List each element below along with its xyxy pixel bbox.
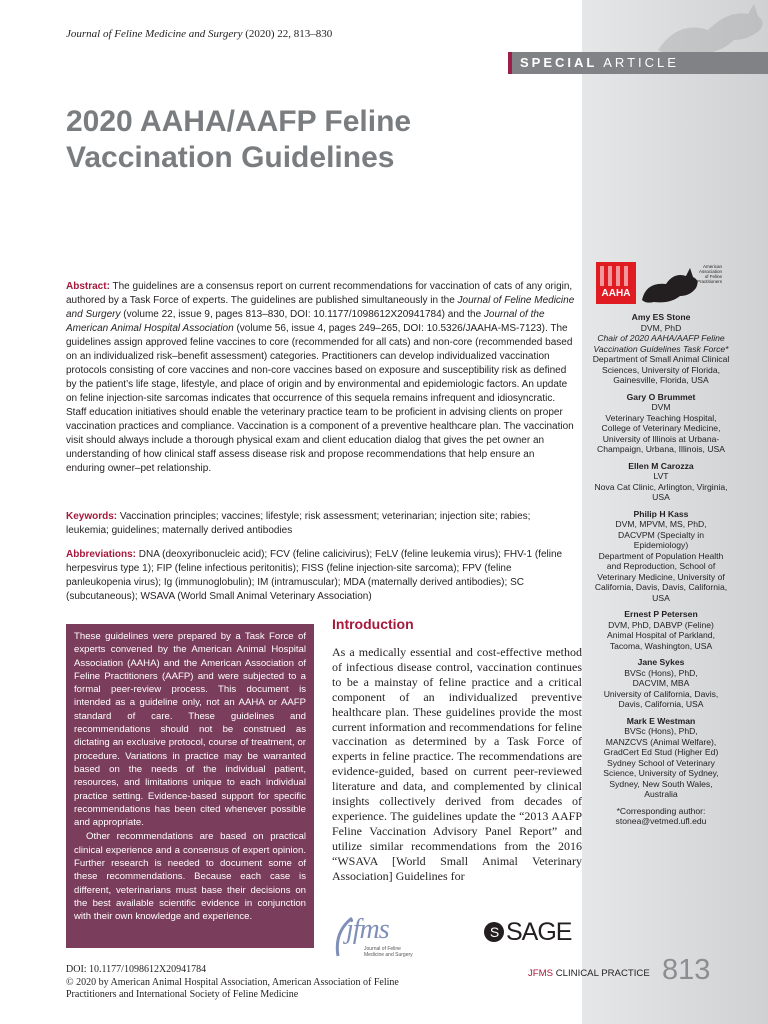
banner-bold: SPECIAL xyxy=(520,55,598,70)
author-entry xyxy=(592,657,730,710)
title-line-2: Vaccination Guidelines xyxy=(66,141,395,174)
author-entry xyxy=(592,716,730,800)
page-number: 813 xyxy=(662,954,711,986)
author-list xyxy=(592,312,730,827)
introduction-heading: Introduction xyxy=(332,616,414,632)
author-name: Ernest P Petersen xyxy=(624,609,698,619)
abstract-journal-2: Journal of the American Animal Hospital Association xyxy=(66,309,545,334)
author-affiliation: Department of Population Health and Reproduction, School of Veterinary Medicine, University of California, Davis, Davis, California, USA xyxy=(594,550,728,603)
footer-citation xyxy=(66,964,426,1002)
author-qualification: DVM xyxy=(651,402,671,412)
disclaimer-paragraph-1: These guidelines were prepared by a Task Force of experts convened by the American Animal Hospital Association (AAHA) and the American Association of Feline Practitioners (AAFP) and were subjected to a formal peer-review process. This document is intended as a guideline only, not an AAHA or AAFP standard of care. These guidelines and recommendations should not be construed as dictating an exclusive protocol, course of treatment, or procedure. Variations in practice may be warranted based on the needs of the individual patient, resources, and limitations unique to each individual practice setting. Evidence-based support for specific recommendations has been cited whenever possible and appropriate. xyxy=(74,631,306,829)
jfms-logo-subtitle: Journal of Feline Medicine and Surgery xyxy=(364,946,413,958)
journal-details: (2020) 22, 813–830 xyxy=(245,28,333,40)
sage-logo xyxy=(484,918,571,950)
article-title xyxy=(66,104,486,176)
abbreviations-text: DNA (deoxyribonucleic acid); FCV (feline calicivirus); FeLV (feline leukemia virus); FHV-1 (feline herpesvirus type 1); FIP (feline infectious peritonitis); FISS (feline injection-site sarcoma); FPV (feline panleukopenia virus); Ig (immunoglobulin); IM (intramuscular); MDA (maternally derived antibodies); SC (subcutaneous); WSAVA (World Small Animal Veterinary Association) xyxy=(66,549,563,602)
corresponding-email[interactable]: stonea@vetmed.ufl.edu xyxy=(615,816,707,826)
footer-jfms: JFMS xyxy=(528,968,554,979)
journal-name: Journal of Feline Medicine and Surgery xyxy=(66,28,243,40)
abstract xyxy=(66,280,576,476)
aafp-text: American Association of Feline Practitioners xyxy=(696,264,722,284)
author-qualification: DVM, PhD, DABVP (Feline) xyxy=(608,619,714,630)
footer-section xyxy=(528,968,650,979)
author-name: Jane Sykes xyxy=(637,657,685,667)
sage-logo-text: SAGE xyxy=(506,918,572,946)
keywords-label: Keywords: xyxy=(66,511,118,522)
title-line-1: 2020 AAHA/AAFP Feline xyxy=(66,105,412,138)
author-entry xyxy=(592,461,730,503)
disclaimer-box xyxy=(66,624,314,948)
author-entry xyxy=(592,392,730,455)
author-qualification: MANZCVS (Animal Welfare), GradCert Ed Stud (Higher Ed) xyxy=(603,736,719,757)
disclaimer-paragraph-2: Other recommendations are based on practical clinical experience and a consensus of expert opinion. Further research is needed to document some of these recommendations. Because each case is different, veterinarians must base their decisions on the best available scientific evidence in conjunction with their own knowledge and experience. xyxy=(74,831,306,923)
sage-s-icon: S xyxy=(484,922,504,942)
keywords xyxy=(66,510,576,538)
author-qualification: DVM, MPVM, MS, PhD, xyxy=(615,519,707,529)
banner-accent xyxy=(508,52,512,74)
author-name: Mark E Westman xyxy=(626,715,696,726)
journal-reference xyxy=(66,28,332,40)
introduction-text: As a medically essential and cost-effective method of infectious disease control, vaccination continues to be a mainstay of feline practice and a critical component of an individualized preventive healthcare plan. These guidelines provide the most current information and recommendations for feline vaccination as determined by a Task Force of experts in feline practice. The recommendations are evidence-guided, based on current peer-reviewed literature and data, and complemented by clinical insights collectively derived from decades of experience. The guidelines update the “2013 AAFP Feline Vaccination Advisory Panel Report” and utilize similar recommendations from the 2016 “WSAVA [World Small Animal Veterinary Association] Guidelines for xyxy=(332,645,582,883)
author-affiliation: Veterinary Teaching Hospital, College of Veterinary Medicine, University of Illinois at Urbana-Champaign, Urbana, Illinois, USA xyxy=(596,412,725,454)
author-qualification: DACVIM, MBA xyxy=(632,678,690,688)
abbreviations xyxy=(66,548,576,604)
author-qualification: BVSc (Hons), PhD, xyxy=(624,667,698,678)
jfms-logo xyxy=(334,912,420,962)
author-affiliation: Animal Hospital of Parkland, Tacoma, Washington, USA xyxy=(607,630,715,651)
author-role: Chair of 2020 AAHA/AAFP Feline Vaccination Guidelines Task Force* xyxy=(593,333,729,354)
abstract-text-2: (volume 22, issue 9, pages 813–830, DOI: 10.1177/1098612X20941784) and the xyxy=(123,309,482,320)
author-affiliation: University of California, Davis, Davis, California, USA xyxy=(603,688,719,709)
author-qualification: DVM, PhD xyxy=(640,322,682,333)
aaha-logo: AAHA xyxy=(596,262,636,304)
footer-doi: DOI: 10.1177/1098612X20941784 xyxy=(66,964,207,975)
corresponding-label: *Corresponding author: xyxy=(616,805,706,816)
author-affiliation: Department of Small Animal Clinical Sciences, University of Florida, Gainesville, Florida, USA xyxy=(592,354,730,385)
keywords-text: Vaccination principles; vaccines; lifestyle; risk assessment; veterinarian; injection site; rabies; leukemia; guidelines; maternally derived antibodies xyxy=(66,511,531,536)
footer-copyright: © 2020 by American Animal Hospital Association, American Association of Feline Practitioners and International Society of Feline Medicine xyxy=(66,976,399,1000)
cat-silhouette-icon xyxy=(648,0,768,60)
abstract-text-3: (volume 56, issue 4, pages 249–265, DOI: 10.5326/JAAHA-MS-7123). The guidelines assign approved feline vaccines to core (recommended for all cats) and non-core (recommended based on an individualized risk–benefit assessment) categories. Practitioners can develop individualized vaccination protocols consisting of core vaccines and non-core vaccines based on exposure and susceptibility risk as defined by the patient’s life stage, lifestyle, and place of origin and by environmental and epidemiologic factors. An update on feline injection-site sarcomas indicates that occurrence of this sequela remains infrequent and idiosyncratic. Staff education initiatives should enable the veterinary practice team to be proficient in advising clients on proper vaccination practices and compliance. Vaccination is a component of a preventive healthcare plan. The vaccination visit should always include a thorough physical exam and client education dialog that gives the pet owner an understanding of how clinical staff assess disease risk and propose recommendations that help ensure an enduring owner–pet relationship. xyxy=(66,323,574,474)
special-article-banner xyxy=(508,52,768,74)
corresponding-author xyxy=(592,806,730,827)
organization-logos xyxy=(596,262,724,304)
banner-light: ARTICLE xyxy=(603,55,679,70)
footer-section-label: CLINICAL PRACTICE xyxy=(555,968,650,979)
author-entry xyxy=(592,312,730,386)
author-qualification: DACVPM (Specialty in Epidemiology) xyxy=(618,529,704,550)
author-name: Philip H Kass xyxy=(633,508,689,519)
author-qualification: LVT xyxy=(653,471,669,481)
author-affiliation: Nova Cat Clinic, Arlington, Virginia, USA xyxy=(594,481,728,502)
author-affiliation: Sydney School of Veterinary Science, University of Sydney, Sydney, New South Wales, Australia xyxy=(603,757,719,799)
jfms-logo-word: jfms xyxy=(346,914,389,945)
abstract-journal-1: Journal of Feline Medicine and Surgery xyxy=(66,295,575,320)
aafp-logo xyxy=(640,262,724,304)
author-entry xyxy=(592,509,730,604)
author-name: Gary O Brummet xyxy=(626,391,696,402)
author-entry xyxy=(592,609,730,651)
author-name: Ellen M Carozza xyxy=(628,460,694,471)
author-name: Amy ES Stone xyxy=(631,312,691,322)
abstract-label: Abstract: xyxy=(66,281,110,292)
abbreviations-label: Abbreviations: xyxy=(66,549,137,560)
abstract-text-1: The guidelines are a consensus report on current recommendations for vaccination of cats of any origin, authored by a Task Force of experts. The guidelines are published simultaneously in the xyxy=(66,281,573,306)
author-qualification: BVSc (Hons), PhD, xyxy=(624,726,698,736)
